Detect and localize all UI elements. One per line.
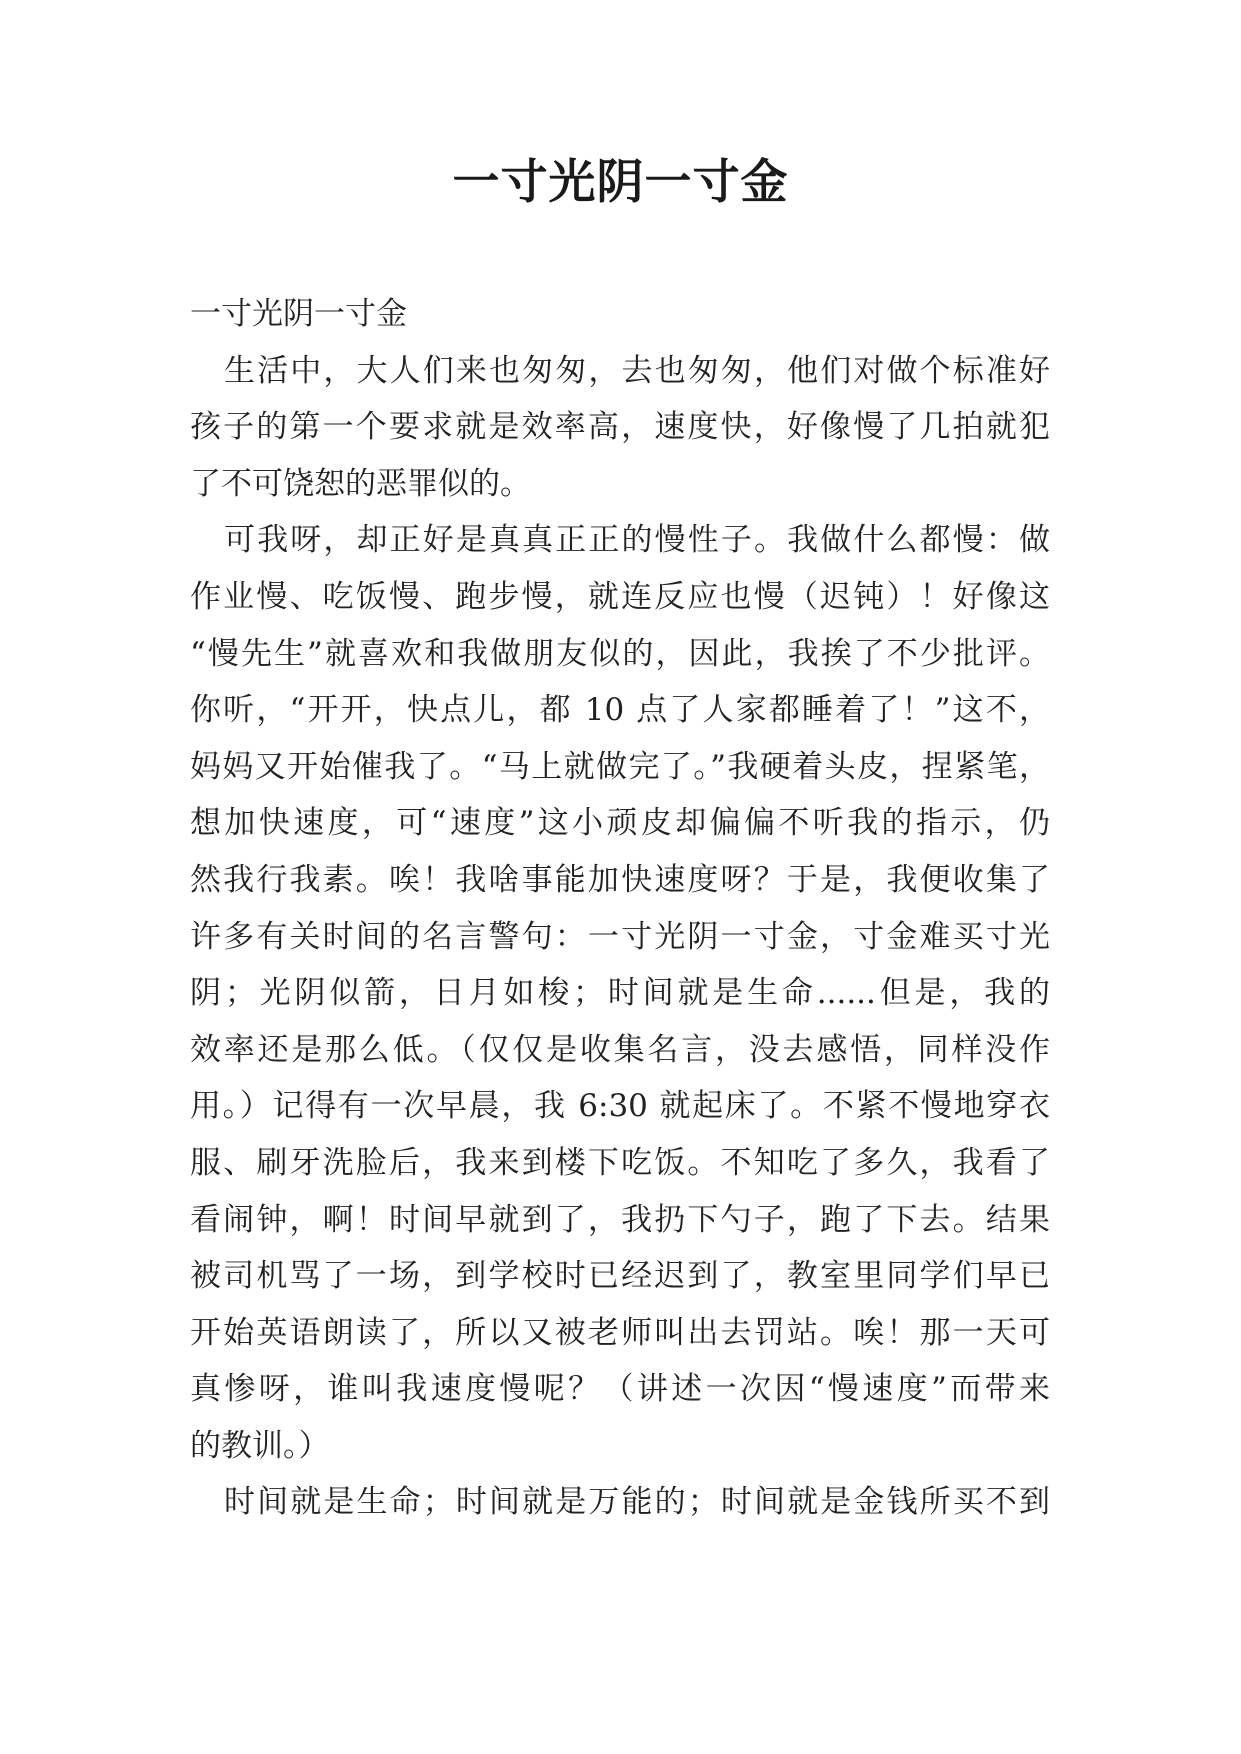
body-line: 孩子的第一个要求就是效率高，速度快，好像慢了几拍就犯 bbox=[190, 409, 1050, 446]
body-line: 效率还是那么低。（仅仅是收集名言，没去感悟，同样没作 bbox=[190, 1031, 1050, 1068]
document-title: 一寸光阴一寸金 bbox=[452, 155, 789, 210]
document-body bbox=[190, 286, 1050, 1531]
body-line: 你听，“开开，快点儿，都 10 点了人家都睡着了！”这不， bbox=[190, 692, 1050, 729]
body-line: 想加快速度，可“速度”这小顽皮却偏偏不听我的指示，仍 bbox=[190, 805, 1050, 842]
body-line: 妈妈又开始催我了。“马上就做完了。”我硬着头皮，捏紧笔， bbox=[190, 748, 1050, 785]
body-line: 服、刷牙洗脸后，我来到楼下吃饭。不知吃了多久，我看了 bbox=[190, 1144, 1050, 1181]
body-line: 一寸光阴一寸金 bbox=[190, 296, 407, 332]
body-line: 用。）记得有一次早晨，我 6:30 就起床了。不紧不慢地穿衣 bbox=[190, 1088, 1050, 1125]
body-line: 被司机骂了一场，到学校时已经迟到了，教室里同学们早已 bbox=[190, 1258, 1050, 1295]
body-line: 开始英语朗读了，所以又被老师叫出去罚站。唉！那一天可 bbox=[190, 1314, 1050, 1351]
body-line: 阴；光阴似箭，日月如梭；时间就是生命......但是，我的 bbox=[190, 975, 1050, 1012]
body-line: 然我行我素。唉！我啥事能加快速度呀？于是，我便收集了 bbox=[190, 861, 1050, 898]
body-line: 了不可饶恕的恶罪似的。 bbox=[190, 465, 531, 502]
body-line: 的教训。） bbox=[190, 1427, 330, 1464]
body-line: 许多有关时间的名言警句：一寸光阴一寸金，寸金难买寸光 bbox=[190, 918, 1050, 955]
body-line: “慢先生”就喜欢和我做朋友似的，因此，我挨了不少批评。 bbox=[190, 635, 1050, 672]
body-line: 可我呀，却正好是真真正正的慢性子。我做什么都慢：做 bbox=[224, 522, 1050, 559]
body-line: 真惨呀，谁叫我速度慢呢？（讲述一次因“慢速度”而带来 bbox=[190, 1371, 1050, 1408]
body-line: 生活中，大人们来也匆匆，去也匆匆，他们对做个标准好 bbox=[224, 352, 1050, 389]
body-line: 看闹钟，啊！时间早就到了，我扔下勺子，跑了下去。结果 bbox=[190, 1201, 1050, 1238]
body-line: 作业慢、吃饭慢、跑步慢，就连反应也慢（迟钝）！好像这 bbox=[190, 578, 1050, 615]
body-line: 时间就是生命；时间就是万能的；时间就是金钱所买不到 bbox=[224, 1484, 1050, 1521]
